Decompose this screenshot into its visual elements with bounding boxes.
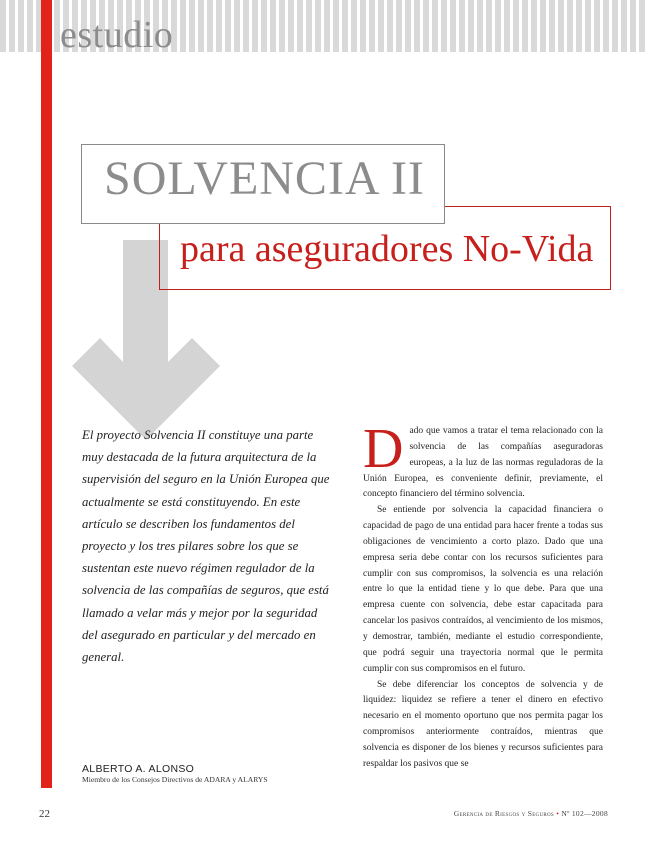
red-side-bar	[41, 0, 52, 788]
body-paragraph	[363, 418, 603, 503]
section-label: estudio	[60, 14, 174, 56]
publication-name: Gerencia de Riesgos y Seguros	[453, 809, 555, 818]
article-title: SOLVENCIA II	[104, 152, 425, 205]
running-footer	[454, 809, 608, 818]
issue-number: Nº 102—2008	[561, 809, 608, 818]
page-number: 22	[39, 808, 50, 820]
drop-cap: D	[363, 418, 404, 480]
body-paragraph: Se entiende por solvencia la capacidad financiera o capacidad de pago de una entidad para hacer frente a todas sus obligaciones de vencimiento a corto plazo. Dado que una empresa seria debe contar con los recursos suficientes para cumplir con sus compromisos, la solvencia es una relación entre lo que la entidad tiene y lo que debe. Para que una empresa cuente con solvencia, debe estar capacitada para cancelar los pasivos contraídos, al vencimiento de los mismos, y demostrar, también, mediante el estudio correspondiente, que podrá seguir una trayectoria normal que le permita cumplir con sus compromisos en el futuro.	[363, 505, 603, 674]
article-subtitle: para aseguradores No-Vida	[180, 228, 594, 270]
body-paragraph: Se debe diferenciar los conceptos de solvencia y de liquidez: liquidez se refiere a tener el dinero en efectivo necesario en el momento oportuno que nos permita pagar los compromisos anteriormente contraídos, mientras que solvencia es disponer de los bienes y recursos suficientes para respaldar los pasivos que se	[363, 679, 603, 769]
article-abstract: El proyecto Solvencia II constituye una parte muy destacada de la futura arquitectura de la supervisión del seguro en la Unión Europea que actualmente se está constituyendo. En este artículo se describen los fundamentos del proyecto y los tres pilares sobre los que se sustentan este nuevo régimen regulador de la solvencia de las compañías de seguros, que está llamado a velar más y mejor por la seguridad del asegurado en particular y del mercado en general.	[82, 428, 330, 665]
body-paragraph-text: ado que vamos a tratar el tema relacionado con la solvencia de las compañías aseguradoras europeas, a la luz de las normas reguladoras de la Unión Europea, es conveniente definir, previamente, el concepto financiero del término solvencia.	[363, 426, 603, 500]
author-affiliation: Miembro de los Consejos Directivos de ADARA y ALARYS	[82, 775, 268, 784]
article-body	[363, 418, 603, 773]
footer-separator: •	[556, 809, 560, 818]
author-name: ALBERTO A. ALONSO	[82, 763, 195, 775]
